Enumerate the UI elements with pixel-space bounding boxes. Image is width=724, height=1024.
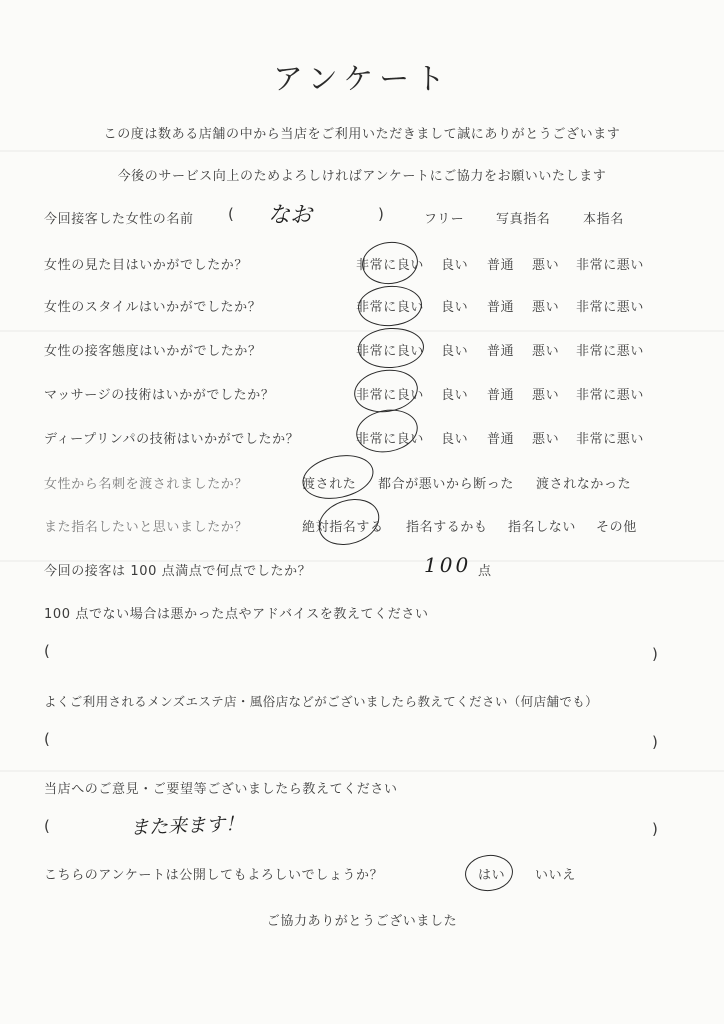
close-paren: ): [652, 645, 658, 663]
rating-option-very-good[interactable]: 非常に良い: [356, 344, 425, 359]
rating-option-very-bad[interactable]: 非常に悪い: [576, 258, 645, 273]
paper-fold: [0, 330, 724, 332]
open-paren: (: [44, 817, 50, 835]
answer-circle-mark: [357, 326, 425, 369]
rating-option-very-good[interactable]: 非常に良い: [356, 300, 425, 315]
answer-circle-mark: [360, 239, 420, 287]
name-question: 今回接客した女性の名前: [44, 212, 194, 227]
score-question: 今回の接客は 100 点満点で何点でしたか？: [44, 564, 312, 579]
nomination-option-main[interactable]: 本指名: [583, 212, 624, 227]
rating-question-appearance: 女性の見た目はいかがでしたか？: [44, 258, 249, 273]
answer-circle-mark: [351, 366, 420, 416]
open-paren: (: [228, 205, 234, 223]
close-paren: ): [652, 820, 658, 838]
rating-option-bad[interactable]: 悪い: [532, 344, 560, 359]
rating-option-good[interactable]: 良い: [441, 344, 469, 359]
rating-option-good[interactable]: 良い: [441, 432, 469, 447]
intro-line-2: 今後のサービス向上のためよろしければアンケートにご協力をお願いいたします: [117, 169, 607, 184]
rating-question-style: 女性のスタイルはいかがでしたか？: [44, 300, 262, 315]
rating-option-bad[interactable]: 悪い: [532, 432, 560, 447]
close-paren: ): [378, 205, 384, 223]
rating-option-good[interactable]: 良い: [441, 300, 469, 315]
rating-option-very-good[interactable]: 非常に良い: [356, 388, 425, 403]
rating-option-bad[interactable]: 悪い: [532, 258, 560, 273]
rating-option-good[interactable]: 良い: [441, 388, 469, 403]
opinion-question: 当店へのご意見・ご要望等ございましたら教えてください: [44, 782, 398, 797]
publish-option-no[interactable]: いいえ: [535, 868, 576, 883]
answer-circle-mark: [313, 491, 386, 552]
business-card-question: 女性から名刺を渡されましたか？: [44, 477, 249, 492]
answer-circle-mark: [463, 853, 515, 894]
renominate-option-other[interactable]: その他: [596, 520, 637, 535]
rating-option-very-bad[interactable]: 非常に悪い: [576, 432, 645, 447]
rating-option-normal[interactable]: 普通: [487, 300, 515, 315]
rating-option-very-bad[interactable]: 非常に悪い: [576, 388, 645, 403]
renominate-option-no[interactable]: 指名しない: [508, 520, 577, 535]
staff-name-handwritten[interactable]: なお: [268, 203, 313, 228]
paper-fold: [0, 770, 724, 772]
score-handwritten[interactable]: 100: [424, 553, 472, 577]
advice-question: 100 点でない場合は悪かった点やアドバイスを教えてください: [44, 607, 429, 622]
rating-option-very-bad[interactable]: 非常に悪い: [576, 300, 645, 315]
paper-fold: [0, 150, 724, 152]
renominate-option-maybe[interactable]: 指名するかも: [406, 520, 488, 535]
nomination-option-free[interactable]: フリー: [424, 212, 465, 227]
answer-circle-mark: [298, 449, 377, 505]
renominate-question: また指名したいと思いましたか？: [44, 520, 249, 535]
nomination-option-photo[interactable]: 写真指名: [496, 212, 551, 227]
renominate-option-definitely[interactable]: 絶対指名する: [302, 520, 384, 535]
open-paren: (: [44, 730, 50, 748]
rating-option-normal[interactable]: 普通: [487, 258, 515, 273]
rating-question-service-attitude: 女性の接客態度はいかがでしたか？: [44, 344, 262, 359]
other-shops-question: よくご利用されるメンズエステ店・風俗店などがございましたら教えてください（何店舗でも）: [44, 694, 599, 709]
card-option-received[interactable]: 渡された: [302, 477, 357, 492]
rating-option-good[interactable]: 良い: [441, 258, 469, 273]
close-paren: ): [652, 733, 658, 751]
rating-question-deep-lymph-skill: ディープリンパの技術はいかがでしたか？: [44, 432, 300, 447]
card-option-not-received[interactable]: 渡されなかった: [536, 477, 632, 492]
closing-message: ご協力ありがとうございました: [266, 914, 458, 929]
rating-option-bad[interactable]: 悪い: [532, 388, 560, 403]
survey-title: アンケート: [272, 62, 452, 97]
rating-option-normal[interactable]: 普通: [487, 388, 515, 403]
rating-question-massage-skill: マッサージの技術はいかがでしたか？: [44, 388, 275, 403]
rating-option-bad[interactable]: 悪い: [532, 300, 560, 315]
answer-circle-mark: [357, 284, 424, 328]
rating-option-very-good[interactable]: 非常に良い: [356, 432, 425, 447]
open-paren: (: [44, 642, 50, 660]
publish-option-yes[interactable]: はい: [478, 868, 506, 883]
rating-option-very-good[interactable]: 非常に良い: [356, 258, 425, 273]
rating-option-normal[interactable]: 普通: [487, 432, 515, 447]
opinion-handwritten[interactable]: また来ます！: [129, 813, 245, 839]
intro-line-1: この度は数ある店舗の中から当店をご利用いただきまして誠にありがとうございます: [103, 127, 621, 142]
publish-question: こちらのアンケートは公開してもよろしいでしょうか？: [44, 868, 384, 883]
rating-option-normal[interactable]: 普通: [487, 344, 515, 359]
answer-circle-mark: [353, 405, 421, 457]
rating-option-very-bad[interactable]: 非常に悪い: [576, 344, 645, 359]
score-unit: 点: [478, 564, 492, 579]
card-option-declined[interactable]: 都合が悪いから断った: [378, 477, 515, 492]
